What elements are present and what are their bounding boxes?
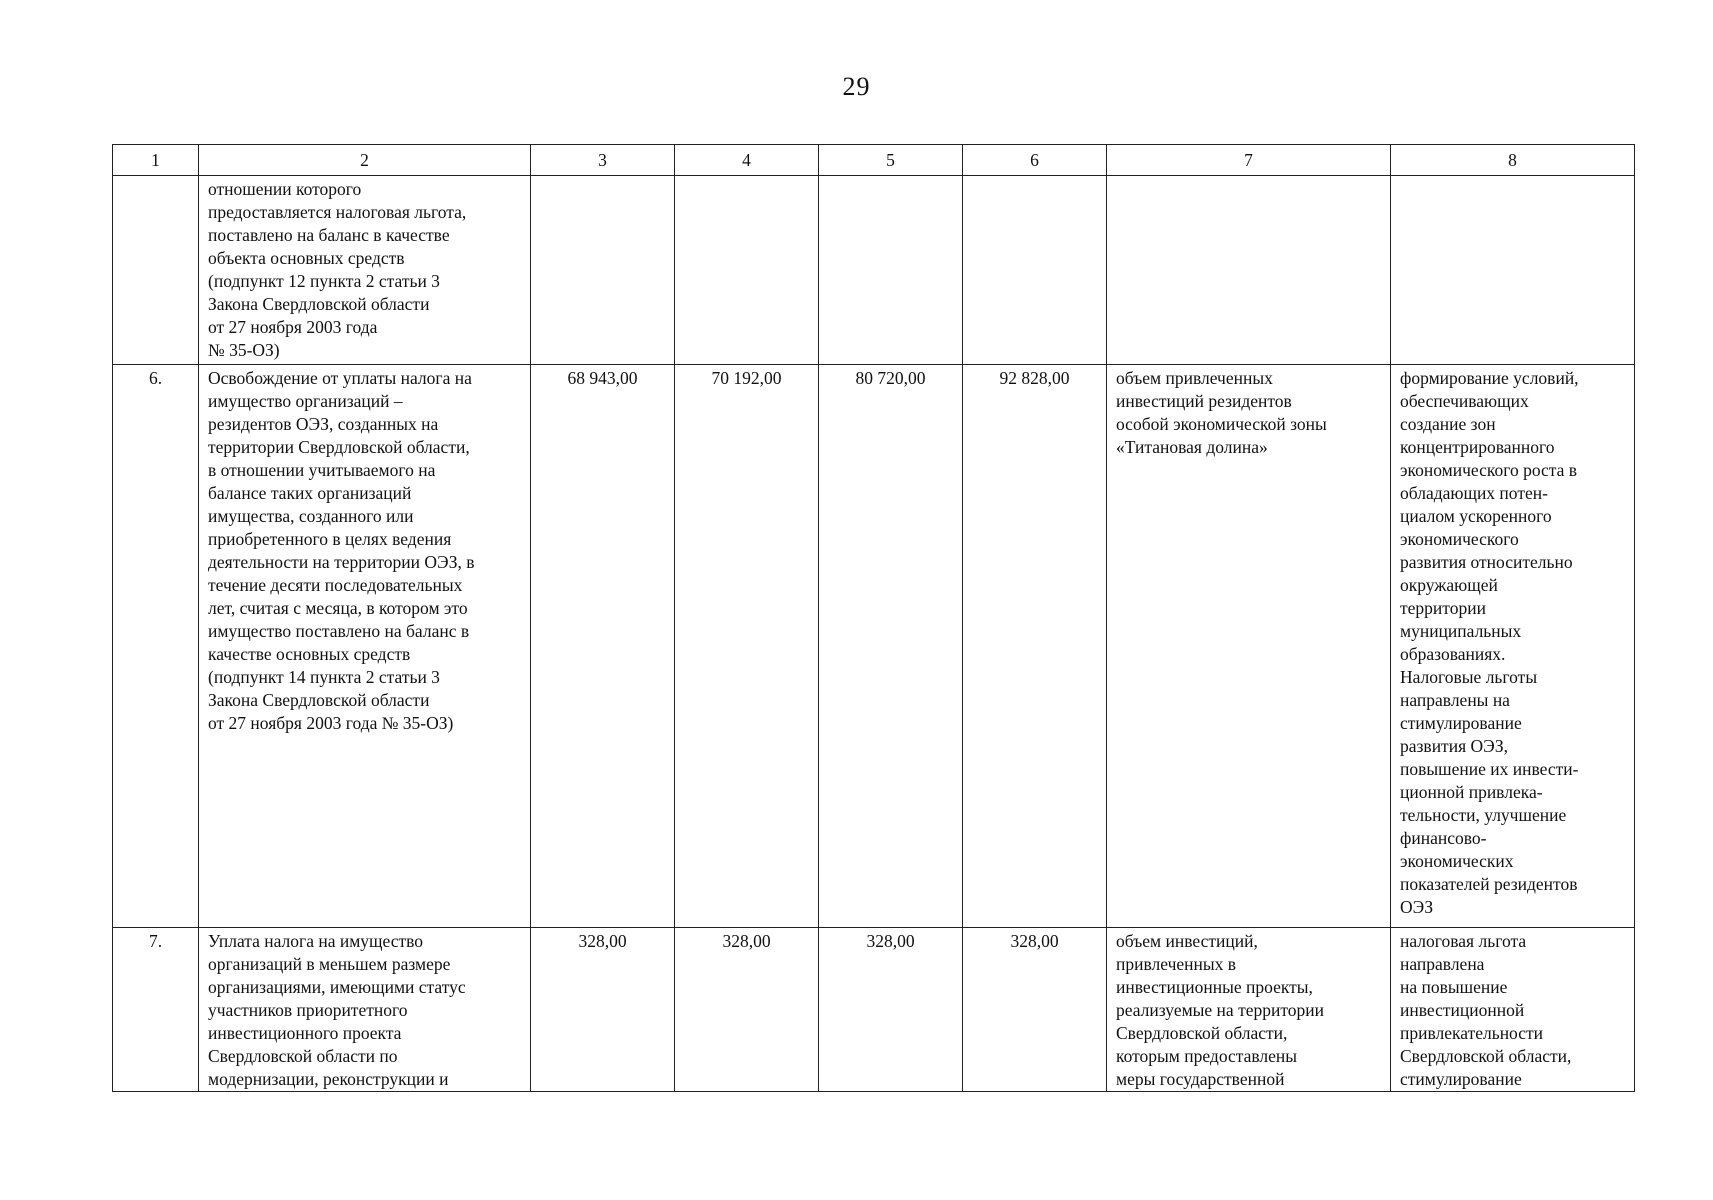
benefit-description: Уплата налога на имущество организаций в меньшем размере организациями, имеющими статус участников приоритетного инвестиционного проекта Свердловской области по модернизации, реконструкции и (199, 928, 531, 1092)
row-number (113, 176, 199, 365)
value-col-5 (819, 176, 963, 365)
column-header-1: 1 (113, 145, 199, 176)
table-row (113, 365, 1635, 928)
value-col-6: 328,00 (963, 928, 1107, 1092)
page-number: 29 (842, 72, 871, 101)
indicator-text: объем привлеченных инвестиций резидентов особой экономической зоны «Титановая долина» (1107, 365, 1391, 928)
value-col-4 (675, 176, 819, 365)
column-header-3: 3 (531, 145, 675, 176)
column-header-2: 2 (199, 145, 531, 176)
column-header-8: 8 (1391, 145, 1635, 176)
table-row (113, 176, 1635, 365)
value-col-3: 68 943,00 (531, 365, 675, 928)
value-col-5: 328,00 (819, 928, 963, 1092)
benefit-description: Освобождение от уплаты налога на имущество организаций – резидентов ОЭЗ, созданных на территории Свердловской области, в отношении учитываемого на балансе таких организаций имущества, созданного или приобретенного в целях ведения деятельности на территории ОЭЗ, в течение десяти последовательных лет, считая с месяца, в котором это имущество поставлено на баланс в качестве основных средств (подпункт 14 пункта 2 статьи 3 Закона Свердловской области от 27 ноября 2003 года № 35-ОЗ) (199, 365, 531, 928)
row-number: 6. (113, 365, 199, 928)
value-col-6 (963, 176, 1107, 365)
column-header-7: 7 (1107, 145, 1391, 176)
indicator-text (1107, 176, 1391, 365)
value-col-4: 328,00 (675, 928, 819, 1092)
value-col-3 (531, 176, 675, 365)
goal-text: налоговая льгота направлена на повышение инвестиционной привлекательности Свердловской области, стимулирование (1391, 928, 1635, 1092)
value-col-6: 92 828,00 (963, 365, 1107, 928)
benefit-description: отношении которого предоставляется налоговая льгота, поставлено на баланс в качестве объекта основных средств (подпункт 12 пункта 2 статьи 3 Закона Свердловской области от 27 ноября 2003 года № 35-ОЗ) (199, 176, 531, 365)
column-header-4: 4 (675, 145, 819, 176)
value-col-5: 80 720,00 (819, 365, 963, 928)
column-header-6: 6 (963, 145, 1107, 176)
column-header-5: 5 (819, 145, 963, 176)
goal-text: формирование условий, обеспечивающих создание зон концентрированного экономического роста в обладающих потен- циалом ускоренного экономического развития относительно окружающей территории муниципальных образованиях. Налоговые льготы направлены на стимулирование развития ОЭЗ, повышение их инвести- ционной привлека- тельности, улучшение финансово- экономических показателей резидентов ОЭЗ (1391, 365, 1635, 928)
indicator-text: объем инвестиций, привлеченных в инвестиционные проекты, реализуемые на территории Свердловской области, которым предоставлены меры государственной (1107, 928, 1391, 1092)
value-col-4: 70 192,00 (675, 365, 819, 928)
row-number: 7. (113, 928, 199, 1092)
value-col-3: 328,00 (531, 928, 675, 1092)
goal-text (1391, 176, 1635, 365)
header-row (113, 145, 1635, 176)
table-row (113, 928, 1635, 1092)
tax-benefits-table (112, 144, 1635, 1092)
